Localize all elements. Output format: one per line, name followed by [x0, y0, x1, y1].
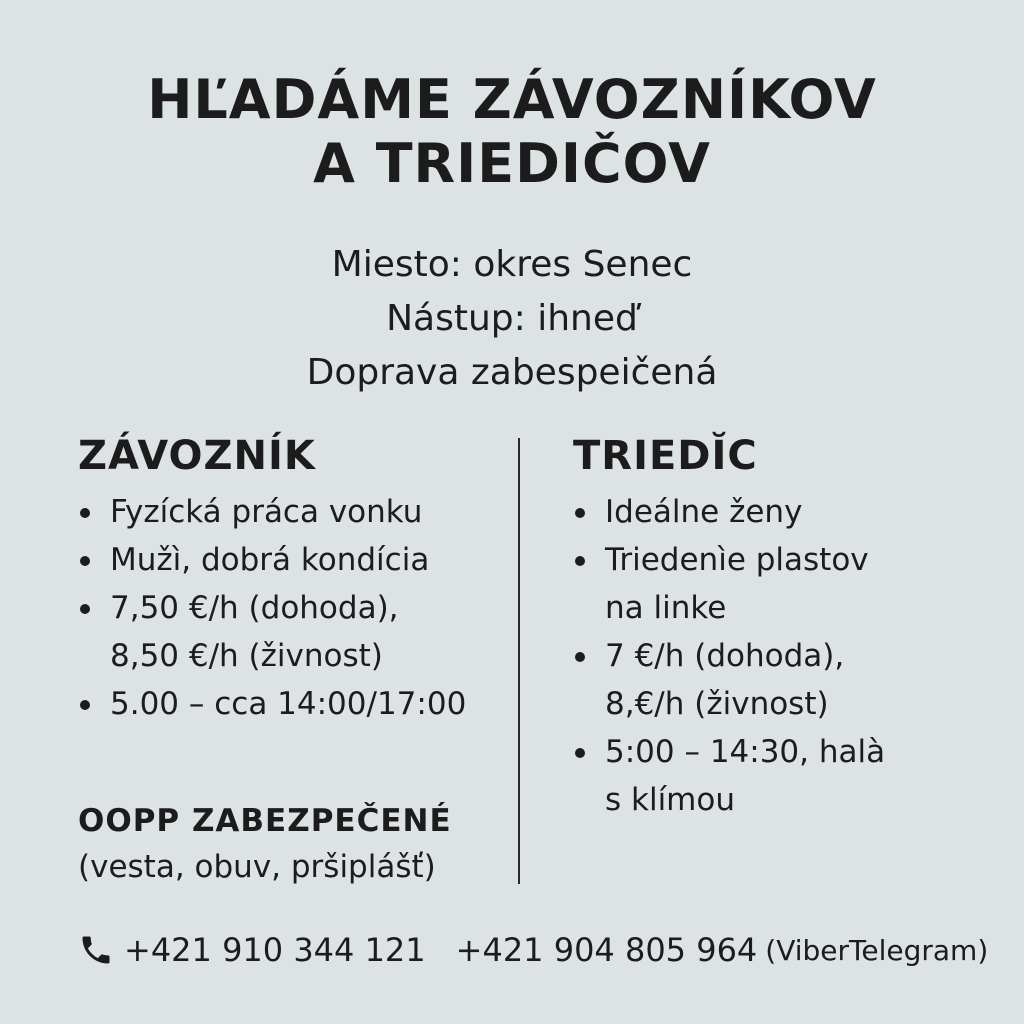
- list-item-line: na linke: [605, 590, 727, 626]
- list-item-line: 8,50 €/h (živnost): [110, 638, 383, 674]
- bullet-icon: [80, 508, 90, 518]
- bullet-icon: [80, 604, 90, 614]
- phone-number-1[interactable]: +421 910 344 121: [124, 931, 426, 969]
- list-item: [573, 728, 993, 824]
- list-item: [78, 488, 498, 536]
- list-item-line: 7 €/h (dohoda),: [605, 638, 845, 674]
- list-item: [78, 584, 498, 680]
- triedic-column: [573, 428, 993, 824]
- oopp-details: (vesta, obuv, pršiplášť): [78, 849, 436, 885]
- list-item: [573, 488, 993, 536]
- job-info: [0, 238, 1024, 400]
- start-text: Nástup: ihneď: [386, 298, 638, 339]
- oopp-heading: OOPP ZABEZPEČENÉ: [78, 803, 452, 839]
- phone-icon: [78, 932, 114, 968]
- triedic-heading: TRIEDĬC: [573, 433, 758, 479]
- column-divider: [518, 438, 520, 884]
- title-line-1: HĽADÁME ZÁVOZNÍKOV: [147, 68, 877, 131]
- list-item-line: Ideálne ženy: [605, 494, 803, 530]
- phone-number-2[interactable]: +421 904 805 964: [455, 931, 758, 969]
- contact-bar: [78, 926, 988, 974]
- zavoznik-heading: ZÁVOZNÍK: [78, 433, 316, 479]
- bullet-icon: [575, 508, 585, 518]
- oopp-section: [78, 798, 452, 890]
- list-item: [78, 680, 498, 728]
- list-item-line: 8,€/h (živnost): [605, 686, 829, 722]
- list-item-line: s klímou: [605, 782, 735, 818]
- list-item-line: 7,50 €/h (dohoda),: [110, 590, 399, 626]
- bullet-icon: [575, 748, 585, 758]
- bullet-icon: [80, 556, 90, 566]
- zavoznik-column: [78, 428, 498, 728]
- list-item-line: Fyzícká práca vonku: [110, 494, 423, 530]
- title-line-2: A TRIEDIČOV: [313, 132, 711, 195]
- list-item-line: 5:00 – 14:30, halà: [605, 734, 886, 770]
- bullet-icon: [80, 700, 90, 710]
- transport-text: Doprava zabespeičená: [306, 352, 718, 393]
- bullet-icon: [575, 652, 585, 662]
- triedic-list: [573, 488, 993, 824]
- bullet-icon: [575, 556, 585, 566]
- messaging-apps: (ViberTelegram): [765, 933, 989, 967]
- location-text: Miesto: okres Senec: [331, 244, 693, 285]
- list-item: [573, 632, 993, 728]
- list-item-line: 5.00 – cca 14:00/17:00: [110, 686, 467, 722]
- list-item-line: Triedenìe plastov: [605, 542, 869, 578]
- page-title: [0, 68, 1024, 196]
- zavoznik-list: [78, 488, 498, 728]
- list-item: [573, 536, 993, 632]
- list-item-line: Mužì, dobrá kondícia: [110, 542, 430, 578]
- list-item: [78, 536, 498, 584]
